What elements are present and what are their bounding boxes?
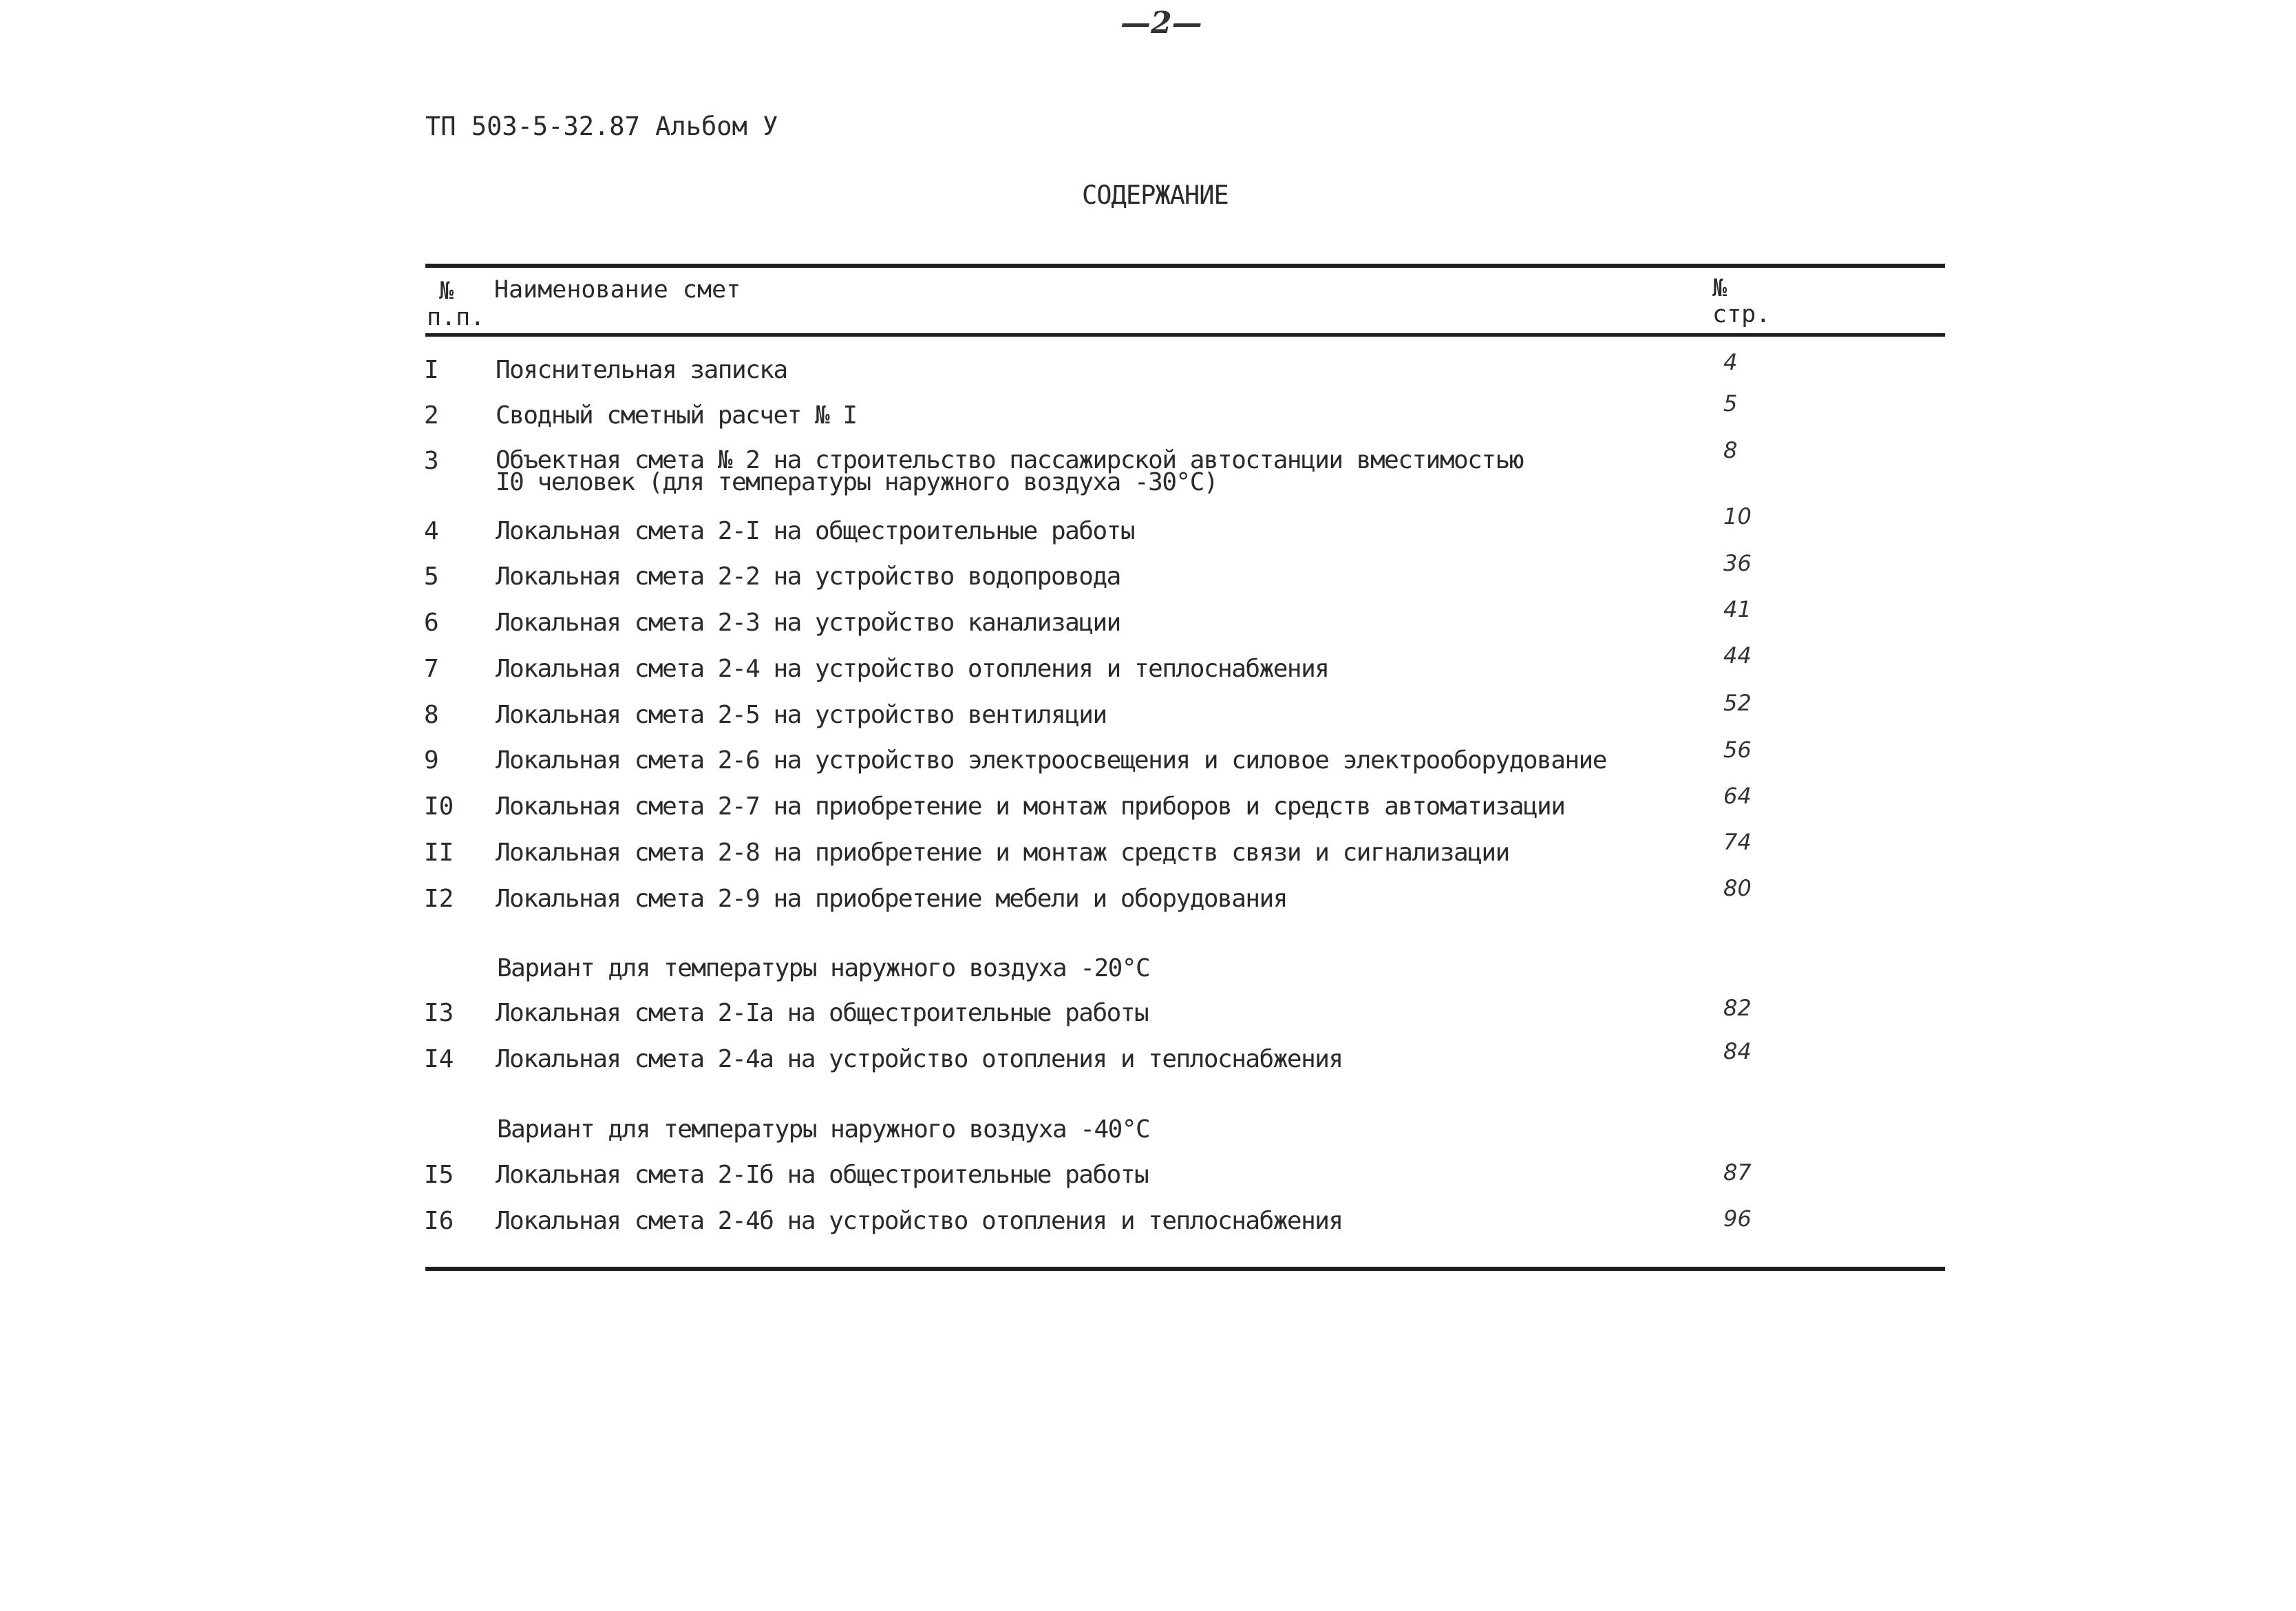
row-name: Сводный сметный расчет № I [496, 401, 857, 430]
document-code: ТП 503-5-32.87 Альбом У [425, 112, 778, 141]
header-page-abbr: стр. [1712, 301, 1771, 328]
header-number [427, 278, 489, 330]
row-number: I0 [424, 792, 454, 821]
row-page: 96 [1723, 1205, 1752, 1232]
row-number: I5 [424, 1161, 454, 1189]
header-name: Наименование смет [494, 276, 741, 304]
row-number: I6 [424, 1207, 454, 1235]
row-name: Локальная смета 2-8 на приобретение и монтаж средств связи и сигнализации [496, 839, 1509, 867]
section-heading-variant-40: Вариант для температуры наружного воздуха -40°C [497, 1115, 1150, 1144]
row-page: 4 [1723, 349, 1738, 375]
page-number: —2— [1120, 6, 1202, 41]
table-header-rule [425, 333, 1945, 337]
row-page: 44 [1723, 642, 1752, 668]
row-name: Локальная смета 2-4 на устройство отопления и теплоснабжения [496, 655, 1329, 683]
table-bottom-rule [425, 1267, 1945, 1271]
row-number: I4 [424, 1045, 454, 1073]
row-page: 56 [1723, 737, 1752, 763]
row-page: 41 [1723, 596, 1752, 622]
row-number: 8 [424, 701, 439, 729]
row-name: Пояснительная записка [496, 356, 787, 384]
section-heading-variant-20: Вариант для температуры наружного воздуха -20°C [497, 954, 1150, 982]
row-page: 5 [1723, 390, 1738, 417]
row-number: 7 [424, 655, 439, 683]
row-name: Локальная смета 2-I на общестроительные работы [496, 517, 1134, 545]
row-page: 87 [1723, 1159, 1752, 1186]
row-number: I [424, 356, 439, 384]
header-page [1712, 275, 1795, 328]
row-name [496, 446, 1707, 496]
row-page: 84 [1723, 1038, 1752, 1064]
row-name: Локальная смета 2-4а на устройство отопления и теплоснабжения [496, 1045, 1343, 1073]
row-number: 4 [424, 517, 439, 545]
row-name: Локальная смета 2-3 на устройство канализации [496, 609, 1120, 637]
header-number-abbr: п.п. [427, 304, 485, 331]
row-name: Локальная смета 2-2 на устройство водопровода [496, 562, 1120, 591]
row-number: 3 [424, 447, 439, 475]
row-number: I2 [424, 885, 454, 913]
row-name-line1: Объектная смета № 2 на строительство пассажирской автостанции вместимостью [496, 446, 1523, 474]
row-name: Локальная смета 2-Iб на общестроительные работы [496, 1161, 1149, 1189]
document-title: СОДЕРЖАНИЕ [1082, 180, 1229, 210]
row-number: 5 [424, 562, 439, 591]
row-page: 74 [1723, 829, 1752, 855]
row-name: Локальная смета 2-9 на приобретение мебели и оборудования [496, 885, 1287, 913]
row-page: 82 [1723, 995, 1752, 1021]
row-name: Локальная смета 2-4б на устройство отопления и теплоснабжения [496, 1207, 1343, 1235]
row-name: Локальная смета 2-5 на устройство вентиляции [496, 701, 1107, 729]
row-number: 6 [424, 609, 439, 637]
header-number-sign: № [439, 277, 454, 305]
header-page-sign: № [1712, 275, 1728, 302]
row-name: Локальная смета 2-6 на устройство электроосвещения и силовое электрооборудование [496, 746, 1606, 775]
row-name: Локальная смета 2-7 на приобретение и монтаж приборов и средств автоматизации [496, 792, 1565, 821]
row-number: 2 [424, 401, 439, 430]
row-page: 8 [1723, 437, 1738, 463]
row-page: 80 [1723, 875, 1752, 901]
row-page: 64 [1723, 783, 1752, 809]
row-page: 52 [1723, 690, 1752, 716]
row-number: I3 [424, 999, 454, 1027]
row-name: Локальная смета 2-Iа на общестроительные работы [496, 999, 1149, 1027]
row-name-line2: I0 человек (для температуры наружного воздуха -30°C) [496, 468, 1218, 496]
row-number: 9 [424, 746, 439, 775]
row-page: 36 [1723, 550, 1752, 576]
table-top-rule [425, 264, 1945, 268]
row-number: II [424, 839, 454, 867]
row-page: 10 [1723, 503, 1752, 529]
